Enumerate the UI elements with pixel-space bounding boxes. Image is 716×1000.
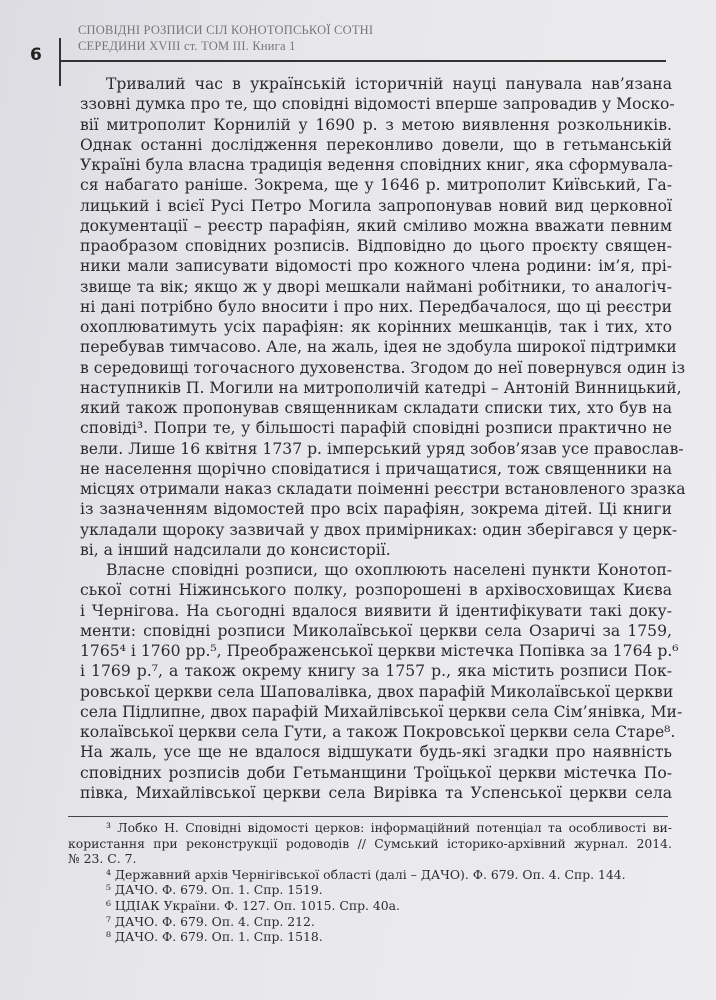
body-text (80, 74, 686, 803)
text-line: вели. Лише 16 квітня 1737 р. імперський уряд зобов’язав усе православ- (80, 439, 684, 458)
page-number: 6 (30, 45, 42, 65)
text-line: документації – реєстр парафіян, який сміливо можна вважати певним (80, 216, 672, 235)
text-line: місцях отримали наказ складати поіменні реєстри встановленого зразка (80, 480, 686, 498)
text-line: сповідних розписів доби Гетьманщини Троїцької церкви містечка По- (80, 763, 672, 782)
text-line: півка, Михайлівської церкви села Вирівка та Успенської церкви села (80, 783, 672, 802)
text-line: 1765⁴ і 1760 рр.⁵, Преображенської церкви містечка Попівка за 1764 р.⁶ (80, 642, 679, 660)
text-line: ники мали записувати відомості про кожного члена родини: ім’я, прі- (80, 257, 672, 276)
text-line: праобразом сповідних розписів. Відповідно до цього проєкту священ- (80, 237, 672, 255)
text-line: ровської церкви села Шаповалівка, двох парафій Миколаївської церкви (80, 682, 674, 701)
running-title-line-1: СПОВІДНІ РОЗПИСИ СІЛ КОНОТОПСЬКОЇ СОТНІ (78, 23, 374, 37)
text-line: колаївської церкви села Гути, а також Покровської церкви села Старе⁸. (80, 723, 676, 741)
footnote (68, 820, 672, 867)
text-line: менти: сповідні розписи Миколаївської церкви села Озаричі за 1759, (80, 621, 672, 640)
text-line: наступників П. Могили на митрополичій катедрі – Антоній Винницький, (80, 378, 682, 397)
text-line: ся набагато раніше. Зокрема, ще у 1646 р. митрополит Київський, Га- (80, 176, 672, 195)
footnote-line: ⁵ ДАЧО. Ф. 679. Оп. 1. Спр. 1519. (106, 882, 323, 898)
paragraph (80, 560, 683, 803)
text-line: звище та вік; якщо ж у дворі мешкали наймані робітники, то аналогіч- (80, 277, 672, 296)
running-header (78, 22, 373, 54)
text-line: ні дані потрібно було вносити і про них. Передбачалося, що ці реєстри (80, 297, 672, 316)
footnotes (68, 820, 672, 945)
footnote-line: ⁴ Державний архів Чернігівської області (далі – ДАЧО). Ф. 679. Оп. 4. Спр. 144. (106, 866, 626, 882)
paragraph (80, 74, 686, 560)
text-line: На жаль, усе ще не вдалося відшукати будь-які згадки про наявність (80, 743, 672, 762)
text-line: ської сотні Ніжинського полку, розпорошені в архівосховищах Києва (80, 581, 672, 600)
footnote (80, 882, 672, 898)
text-line: який також пропонував священникам складати списки тих, хто був на (80, 399, 672, 417)
text-line: вії митрополит Корнилій у 1690 р. з метою виявлення розкольників. (80, 115, 672, 134)
text-line: Тривалий час в українській історичній науці панувала нав’язана (106, 75, 672, 93)
text-line: села Підлипне, двох парафій Михайлівської церкви села Сім’янівка, Ми- (80, 702, 683, 721)
text-line: Власне сповідні розписи, що охоплюють населені пункти Конотоп- (106, 561, 672, 579)
text-line: із зазначенням відомостей про всіх парафіян, зокрема дітей. Ці книги (80, 500, 672, 519)
text-line: укладали щороку зазвичай у двох примірниках: один зберігався у церк- (80, 520, 678, 539)
header-vertical-rule (59, 38, 61, 86)
text-line: перебував тимчасово. Але, на жаль, ідея не здобула широкої підтримки (80, 338, 677, 357)
text-line: охоплюватимуть усіх парафіян: як корінних мешканців, так і тих, хто (80, 318, 672, 336)
footnote (80, 867, 672, 883)
text-line: ззовні думка про те, що сповідні відомості вперше запровадив у Моско- (80, 95, 675, 114)
text-line: Україні була власна традиція ведення сповідних книг, яка сформувала- (80, 156, 673, 174)
text-line: сповіді³. Попри те, у більшості парафій сповідні розписи практично не (80, 419, 672, 438)
footnote-line: ⁷ ДАЧО. Ф. 679. Оп. 4. Спр. 212. (106, 913, 315, 929)
text-line: не населення щорічно сповідатися і причащатися, тож священники на (80, 459, 672, 478)
footnote (80, 929, 672, 945)
footnote-line: № 23. С. 7. (68, 851, 137, 867)
footnote-line: ⁸ ДАЧО. Ф. 679. Оп. 1. Спр. 1518. (106, 929, 323, 945)
footnote-line: ⁶ ЦДІАК України. Ф. 127. Оп. 1015. Спр. 40а. (106, 897, 400, 913)
text-line: в середовищі тогочасного духовенства. Згодом до неї повернувся один із (80, 358, 686, 377)
text-line: і Чернігова. На сьогодні вдалося виявити й ідентифікувати такі доку- (80, 601, 672, 620)
footnote (80, 898, 672, 914)
footnote (80, 914, 672, 930)
text-line: ві, а інший надсилали до консисторії. (80, 540, 391, 559)
text-line: і 1769 р.⁷, а також окрему книгу за 1757 р., яка містить розписи Пок- (80, 662, 672, 681)
header-horizontal-rule (60, 60, 666, 62)
running-title-line-2: СЕРЕДИНИ XVIII ст. ТОМ III. Книга 1 (78, 39, 296, 53)
text-line: Однак останні дослідження переконливо довели, що в гетьманській (80, 135, 672, 154)
footnote-separator (68, 816, 668, 817)
footnote-line: користання при реконструкції родоводів // Сумський історико-архівний журнал. 2014. (68, 835, 672, 851)
text-line: лицький і всієї Русі Петро Могила запропонував новий вид церковної (80, 196, 672, 215)
footnote-line: ³ Лобко Н. Сповідні відомості церков: інформаційний потенціал та особливості ви- (106, 820, 672, 835)
